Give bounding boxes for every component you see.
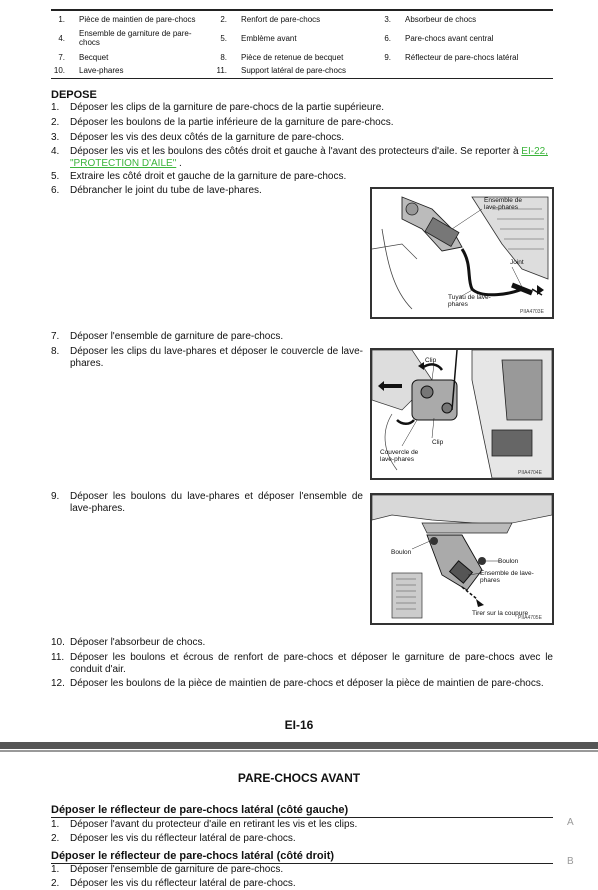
legend-bottom-rule — [51, 78, 553, 79]
legend-top-rule — [51, 9, 553, 11]
step-number: 1. — [51, 102, 60, 113]
step-text: Déposer les boulons du lave-phares et déposer l'ensemble de lave-phares. — [70, 491, 363, 514]
step-text: Déposer les vis des deux côtés de la garniture de pare-chocs. — [70, 132, 345, 143]
step-number: 1. — [51, 864, 60, 875]
margin-index-letter: B — [567, 856, 574, 867]
step-number: 7. — [51, 331, 60, 342]
figure-code: PIIA4705E — [518, 615, 542, 621]
legend-label: Pièce de retenue de becquet — [241, 53, 344, 62]
margin-index-letter: A — [567, 817, 574, 828]
step-number: 11. — [51, 652, 65, 663]
step-number: 12. — [51, 678, 65, 689]
figure-code: PIIA4703E — [520, 309, 544, 315]
subsection-heading: Déposer le réflecteur de pare-chocs latéral (côté droit) — [51, 850, 553, 864]
step-number: 2. — [51, 117, 60, 128]
page-separator — [0, 742, 598, 749]
step-text: Débrancher le joint du tube de lave-phares. — [70, 185, 262, 196]
legend-number: 9. — [384, 53, 391, 62]
figure-code: PIIA4704E — [518, 470, 542, 476]
step-number: 8. — [51, 346, 60, 357]
legend-number: 2. — [220, 15, 227, 24]
step-number: 2. — [51, 833, 60, 844]
legend-number: 10. — [53, 66, 65, 75]
step-text: Extraire les côté droit et gauche de la garniture de pare-chocs. — [70, 171, 347, 182]
step-text: Déposer l'ensemble de garniture de pare-chocs. — [70, 331, 284, 342]
legend-label: Réflecteur de pare-chocs latéral — [405, 53, 519, 62]
legend-number: 8. — [220, 53, 227, 62]
step-number: 10. — [51, 637, 65, 648]
step-text: Déposer les boulons de la pièce de maintien de pare-chocs et déposer la pièce de maintien de pare-chocs. — [70, 678, 544, 689]
label-clip-bottom: Clip — [432, 439, 444, 446]
step-number: 5. — [51, 171, 60, 182]
label-washer-assembly: Ensemble de lave-phares — [484, 197, 522, 211]
step-text — [70, 146, 553, 170]
subsection-heading: Déposer le réflecteur de pare-chocs latéral (côté gauche) — [51, 804, 553, 818]
section-title-depose: DEPOSE — [51, 89, 97, 101]
label-bolt-right: Boulon — [498, 558, 519, 565]
legend-label: Emblème avant — [241, 34, 297, 43]
label-pull-cut: Tirer sur la coupure — [472, 610, 529, 617]
step-text: Déposer les vis du réflecteur latéral de pare-chocs. — [70, 833, 296, 844]
step-text-tail: . — [176, 158, 182, 169]
step-number: 3. — [51, 132, 60, 143]
step-number: 6. — [51, 185, 60, 196]
step-number: 4. — [51, 146, 60, 157]
legend-label: Pare-chocs avant central — [405, 34, 494, 43]
page-title: PARE-CHOCS AVANT — [237, 771, 361, 785]
step-text: Déposer les clips de la garniture de pare-chocs de la partie supérieure. — [70, 102, 385, 113]
label-joint: Joint — [510, 259, 524, 266]
step-text: Déposer les clips du lave-phares et déposer le couvercle de lave-phares. — [70, 346, 363, 369]
illustration-washer-bolts — [372, 495, 552, 623]
figure-headlamp-washer-cover — [370, 348, 554, 480]
legend-number: 7. — [58, 53, 65, 62]
step-text-main: Déposer les vis et les boulons des côtés droit et gauche à l'avant des protecteurs d'aile. Se reporter à — [70, 146, 522, 157]
legend-label: Becquet — [79, 53, 109, 62]
legend-label: Absorbeur de chocs — [405, 15, 477, 24]
step-text: Déposer les vis du réflecteur latéral de pare-chocs. — [70, 878, 296, 889]
legend-label: Lave-phares — [79, 66, 124, 75]
label-washer-tube: Tuyau de lave-phares — [448, 294, 491, 308]
page-separator-thin — [0, 750, 598, 752]
step-number: 1. — [51, 819, 60, 830]
cross-reference-link[interactable]: EI-22, "PROTECTION D'AILE" — [70, 146, 548, 169]
step-text: Déposer l'avant du protecteur d'aile en retirant les vis et les clips. — [70, 819, 358, 830]
figure-headlamp-washer-joint — [370, 187, 554, 319]
legend-number: 11. — [216, 66, 227, 75]
legend-label: Pièce de maintien de pare-chocs — [79, 15, 196, 24]
label-washer-cover: Couvercle de lave-phares — [380, 449, 419, 463]
legend-label: Renfort de pare-chocs — [241, 15, 321, 24]
label-clip-top: Clip — [425, 357, 437, 364]
label-washer-assembly: Ensemble de lave-phares — [480, 570, 534, 584]
legend-number: 4. — [58, 34, 65, 43]
step-text: Déposer l'ensemble de garniture de pare-chocs. — [70, 864, 284, 875]
step-number: 9. — [51, 491, 60, 502]
step-number: 2. — [51, 878, 60, 889]
legend-label: Support latéral de pare-chocs — [241, 66, 346, 75]
figure-headlamp-washer-bolts — [370, 493, 554, 625]
step-text: Déposer les boulons et écrous de renfort de pare-chocs et déposer le garniture de pare-chocs avec le conduit d'air. — [70, 652, 553, 675]
step-text: Déposer l'absorbeur de chocs. — [70, 637, 206, 648]
legend-label: Ensemble de garniture de pare-chocs — [79, 29, 192, 47]
legend-number: 1. — [58, 15, 65, 24]
legend-number: 6. — [384, 34, 391, 43]
legend-number: 5. — [220, 34, 227, 43]
legend-number: 3. — [384, 15, 391, 24]
label-bolt-left: Boulon — [391, 549, 412, 556]
page-code: EI-16 — [284, 718, 314, 732]
step-text: Déposer les boulons de la partie inférieure de la garniture de pare-chocs. — [70, 117, 394, 128]
